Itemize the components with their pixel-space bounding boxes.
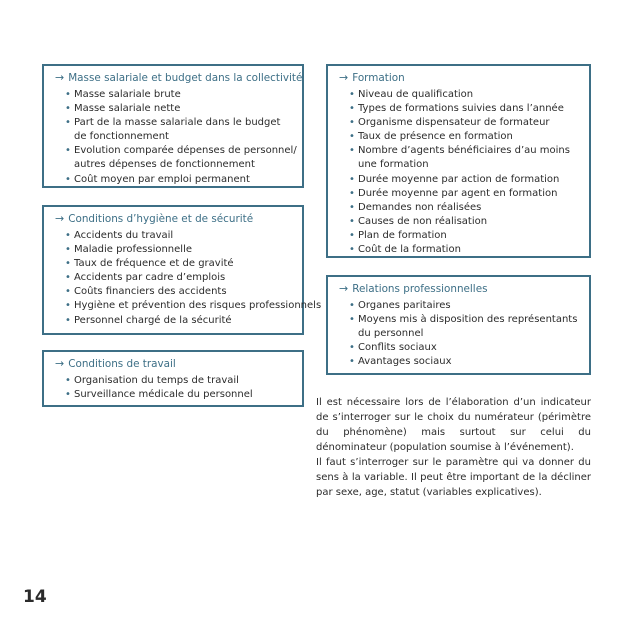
bullet-icon: • (65, 230, 71, 241)
list-item-text: Durée moyenne par action de formation (358, 173, 560, 185)
list-item-text: Coût de la formation (358, 244, 461, 256)
list-item (349, 102, 581, 116)
box-masse-salariale (42, 64, 304, 188)
bullet-icon: • (349, 131, 355, 143)
list-item (349, 88, 581, 102)
list-item (349, 327, 581, 341)
box-title (55, 71, 303, 85)
list-item-text: Coûts financiers des accidents (74, 286, 227, 298)
bullet-icon: • (349, 145, 355, 157)
list-item (349, 130, 581, 144)
bullet-icon: • (65, 375, 71, 386)
list-item-text: Taux de présence en formation (358, 131, 513, 143)
list-item (349, 116, 581, 130)
list-item (65, 158, 294, 172)
box-title-text: Conditions d’hygiène et de sécurité (68, 213, 254, 225)
indicator-list (55, 88, 297, 187)
list-item (65, 102, 294, 116)
list-item-text: Conflits sociaux (358, 342, 437, 354)
list-item-text: Personnel chargé de la sécurité (74, 314, 232, 326)
list-item (65, 314, 294, 328)
list-item-text: Moyens mis à disposition des représentants (358, 314, 578, 326)
box-title (55, 357, 294, 371)
list-item (65, 271, 294, 285)
bullet-icon: • (349, 201, 355, 213)
list-item (349, 215, 581, 229)
list-item-text: Types de formations suivies dans l’année (358, 103, 564, 115)
bullet-icon: • (349, 314, 355, 326)
bullet-icon: • (65, 244, 71, 256)
bullet-icon: • (65, 173, 71, 185)
bullet-icon: • (349, 187, 355, 199)
list-item-text: Accidents du travail (74, 230, 174, 241)
list-item-text: Coût moyen par emploi permanent (74, 173, 250, 185)
list-item (65, 144, 297, 158)
list-item-text: du personnel (358, 328, 424, 340)
list-item (65, 388, 294, 402)
list-item-text: Avantages sociaux (358, 356, 452, 368)
list-item-text: Demandes non réalisées (358, 201, 482, 213)
paragraph-1: Il est nécessaire lors de l’élaboration d’un indicateur de s’interroger sur le choix du numérateur (périmètre du phénomène) mais surtout sur celui du dénominateur (population soumise à l’événement). (316, 397, 591, 453)
list-item (65, 229, 294, 243)
box-title-text: Relations professionnelles (352, 283, 488, 295)
list-item (349, 229, 581, 243)
arrow-icon: → (339, 282, 349, 295)
list-item (349, 187, 581, 201)
paragraph-2: Il faut s’interroger sur le paramètre qui va donner du sens à la variable. Il peut être important de la décliner par sexe, age, statut (variables explicatives). (316, 457, 591, 498)
list-item (349, 355, 581, 369)
list-item-text: Niveau de qualification (358, 89, 474, 100)
box-formation (326, 64, 591, 258)
indicator-list (55, 374, 294, 402)
indicator-list (55, 229, 322, 328)
list-item-text: Masse salariale nette (74, 103, 181, 115)
list-item (349, 243, 581, 257)
list-item (65, 116, 294, 130)
list-item-text: Surveillance médicale du personnel (74, 389, 253, 401)
box-conditions-hygiene (42, 205, 322, 335)
bullet-icon: • (349, 229, 355, 241)
bullet-icon: • (349, 342, 355, 354)
list-item-text: Causes de non réalisation (358, 215, 488, 227)
indicator-list (339, 88, 581, 257)
bullet-icon: • (65, 89, 71, 100)
box-title (339, 71, 581, 85)
list-item (65, 243, 294, 257)
list-item-text: de fonctionnement (74, 131, 169, 143)
arrow-icon: → (55, 357, 65, 370)
box-title (55, 212, 294, 226)
list-item-text: Masse salariale brute (74, 89, 181, 100)
bullet-icon: • (65, 389, 71, 401)
list-item (65, 88, 294, 102)
explanatory-paragraph (316, 395, 591, 500)
list-item-text: Organes paritaires (358, 300, 451, 311)
list-item (349, 173, 581, 187)
arrow-icon: → (55, 71, 65, 84)
list-item (349, 144, 581, 158)
list-item (349, 299, 581, 313)
list-item-text: Taux de fréquence et de gravité (74, 258, 234, 270)
list-item-text: Durée moyenne par agent en formation (358, 187, 558, 199)
list-item-text: Organisme dispensateur de formateur (358, 117, 550, 129)
arrow-icon: → (55, 212, 65, 225)
bullet-icon: • (349, 103, 355, 115)
list-item-text: Plan de formation (358, 229, 447, 241)
box-conditions-travail (42, 350, 304, 407)
bullet-icon: • (65, 117, 71, 129)
list-item (65, 257, 294, 271)
bullet-icon: • (65, 314, 71, 326)
list-item (65, 299, 322, 313)
bullet-icon: • (349, 117, 355, 129)
box-title-text: Masse salariale et budget dans la collectivité (68, 72, 303, 84)
list-item (65, 130, 294, 144)
list-item (349, 158, 581, 172)
bullet-icon: • (349, 244, 355, 256)
list-item-text: Organisation du temps de travail (74, 375, 239, 386)
bullet-icon: • (65, 103, 71, 115)
list-item (349, 201, 581, 215)
list-item (65, 285, 294, 299)
list-item-text: Accidents par cadre d’emplois (74, 272, 226, 284)
list-item-text: Nombre d’agents bénéficiaires d’au moins (358, 145, 570, 157)
list-item-text: une formation (358, 159, 429, 171)
page-number: 14 (23, 587, 47, 607)
bullet-icon: • (65, 286, 71, 298)
list-item-text: Evolution comparée dépenses de personnel/ (74, 145, 297, 157)
list-item (349, 313, 581, 327)
arrow-icon: → (339, 71, 349, 84)
box-title (339, 282, 581, 296)
bullet-icon: • (349, 173, 355, 185)
bullet-icon: • (65, 300, 71, 312)
list-item (65, 173, 294, 187)
box-title-text: Formation (352, 72, 405, 84)
indicator-list (339, 299, 581, 369)
list-item-text: Maladie professionnelle (74, 244, 193, 256)
bullet-icon: • (349, 356, 355, 368)
list-item-text: autres dépenses de fonctionnement (74, 159, 255, 171)
list-item-text: Part de la masse salariale dans le budget (74, 117, 281, 129)
bullet-icon: • (349, 215, 355, 227)
list-item-text: Hygiène et prévention des risques professionnels (74, 300, 322, 312)
box-title-text: Conditions de travail (68, 358, 176, 370)
bullet-icon: • (349, 300, 355, 311)
bullet-icon: • (349, 89, 355, 100)
bullet-icon: • (65, 258, 71, 270)
bullet-icon: • (65, 145, 71, 157)
list-item (349, 341, 581, 355)
list-item (65, 374, 294, 388)
box-relations-professionnelles (326, 275, 591, 375)
bullet-icon: • (65, 272, 71, 284)
